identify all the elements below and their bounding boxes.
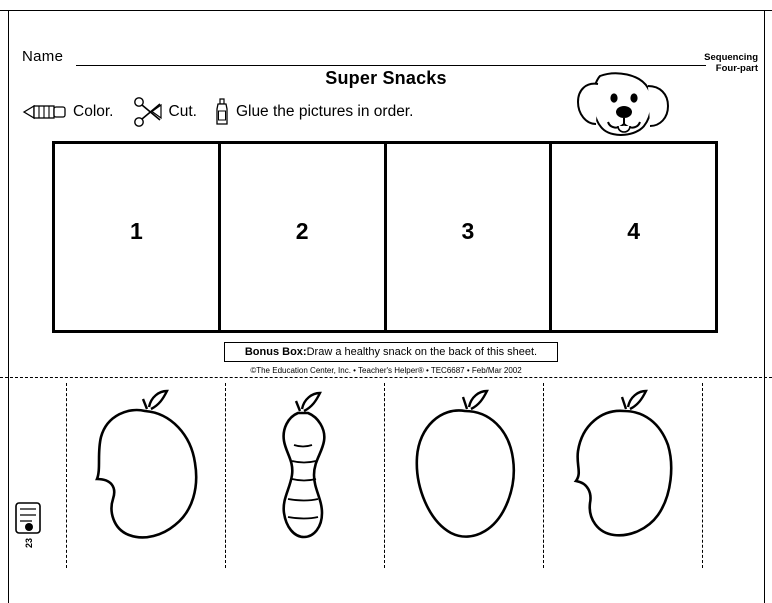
instruction-color [22, 102, 126, 122]
picture-strip-apple-core[interactable] [225, 383, 385, 568]
sequence-box-3[interactable] [387, 144, 553, 330]
crayon-icon [22, 102, 68, 122]
picture-strip-apple-bitten-large[interactable] [66, 383, 226, 568]
page-top-rule [0, 10, 772, 11]
scissors-icon [130, 96, 164, 128]
sequence-box-4-number: 4 [627, 218, 641, 244]
copyright-credit: ©The Education Center, Inc. • Teacher's Helper® • TEC6687 • Feb/Mar 2002 [250, 366, 522, 375]
sequencing-tag-line1: Sequencing [704, 52, 758, 63]
page-title: Super Snacks [325, 68, 447, 88]
sequence-box-4[interactable] [552, 144, 715, 330]
name-label: Name [22, 48, 64, 65]
page-left-rule [8, 10, 9, 603]
cut-line-horizontal [0, 377, 772, 378]
bonus-box-label: Bonus Box: [244, 346, 307, 358]
page-right-rule [764, 10, 765, 603]
bonus-box-text: Draw a healthy snack on the back of this sheet. [306, 346, 538, 358]
picture-strip-apple-whole[interactable] [384, 383, 544, 568]
sequence-box-3-number: 3 [461, 218, 475, 244]
picture-strips [66, 383, 706, 568]
instruction-cut [130, 96, 209, 128]
instruction-cut-label: Cut. [168, 103, 197, 120]
instruction-glue-label: Glue the pictures in order. [235, 103, 414, 120]
name-field-row [22, 48, 712, 68]
sequence-box-2[interactable] [221, 144, 387, 330]
picture-strip-apple-bitten-small[interactable] [543, 383, 703, 568]
bonus-box [224, 342, 558, 362]
dog-illustration [556, 72, 676, 142]
sequencing-tag-line2: Four-part [715, 63, 758, 74]
instructions-row [22, 96, 542, 128]
sequence-boxes [52, 141, 718, 333]
sequence-box-1[interactable] [55, 144, 221, 330]
instruction-color-label: Color. [73, 103, 114, 120]
page-number: 23 [24, 537, 34, 548]
name-write-line[interactable] [76, 65, 706, 66]
glue-bottle-icon [213, 97, 231, 127]
instruction-glue [213, 97, 426, 127]
sequence-box-1-number: 1 [129, 218, 143, 244]
sequence-box-2-number: 2 [295, 218, 309, 244]
